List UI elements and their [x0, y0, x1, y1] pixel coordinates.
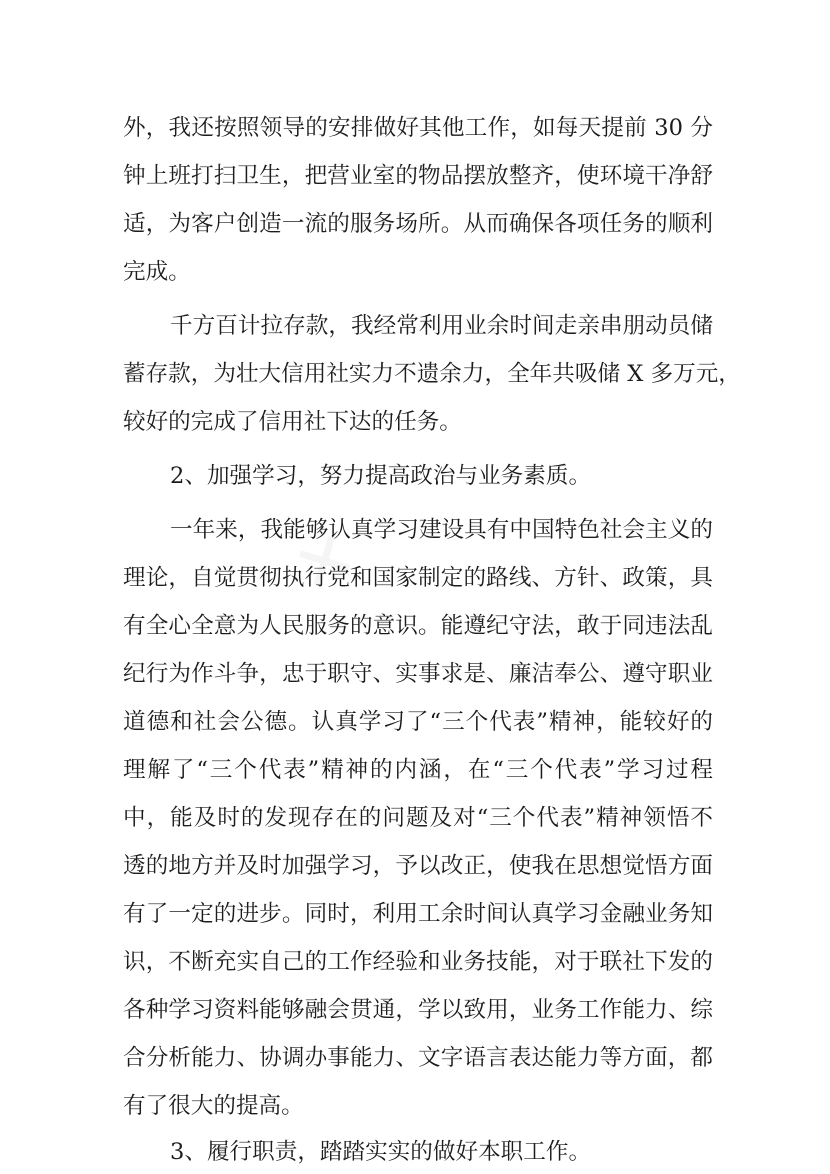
paragraph-line: 理解了“三个代表”精神的内涵，在“三个代表”学习过程: [123, 757, 713, 783]
paragraph-line: 适，为客户创造一流的服务场所。从而确保各项任务的顺利: [123, 211, 713, 237]
paragraph-line: 合分析能力、协调办事能力、文字语言表达能力等方面，都: [123, 1045, 713, 1071]
paragraph-line: 理论，自觉贯彻执行党和国家制定的路线、方针、政策，具: [123, 565, 713, 591]
paragraph-line: 千方百计拉存款，我经常利用业余时间走亲串朋动员储: [170, 313, 713, 339]
paragraph-line: 钟上班打扫卫生，把营业室的物品摆放整齐，使环境干净舒: [123, 163, 713, 189]
paragraph-line: 有了很大的提高。: [123, 1093, 304, 1119]
paragraph-line: 纪行为作斗争，忠于职守、实事求是、廉洁奉公、遵守职业: [123, 661, 713, 687]
paragraph-line: 识，不断充实自己的工作经验和业务技能，对于联社下发的: [123, 949, 713, 975]
paragraph-line: 中，能及时的发现存在的问题及对“三个代表”精神领悟不: [123, 805, 713, 831]
paragraph-line: 较好的完成了信用社下达的任务。: [123, 409, 462, 435]
paragraph-line: 外，我还按照领导的安排做好其他工作，如每天提前 30 分: [123, 115, 713, 141]
paragraph-line: 透的地方并及时加强学习，予以改正，使我在思想觉悟方面: [123, 853, 713, 879]
paragraph-line: 各种学习资料能够融会贯通，学以致用，业务工作能力、综: [123, 997, 713, 1023]
section-heading: 3、履行职责，踏踏实实的做好本职工作。: [170, 1139, 592, 1165]
paragraph-line: 有全心全意为人民服务的意识。能遵纪守法，敢于同违法乱: [123, 613, 713, 639]
paragraph-line: 一年来，我能够认真学习建设具有中国特色社会主义的: [170, 517, 713, 543]
section-heading: 2、加强学习，努力提高政治与业务素质。: [170, 463, 592, 489]
paragraph-line: 有了一定的进步。同时，利用工余时间认真学习金融业务知: [123, 901, 713, 927]
paragraph-line: 道德和社会公德。认真学习了“三个代表”精神，能较好的: [123, 709, 713, 735]
paragraph-line: 蓄存款，为壮大信用社实力不遗余力，全年共吸储 X 多万元，: [123, 361, 741, 387]
paragraph-line: 完成。: [123, 259, 191, 285]
watermark: ✕: [280, 512, 371, 613]
